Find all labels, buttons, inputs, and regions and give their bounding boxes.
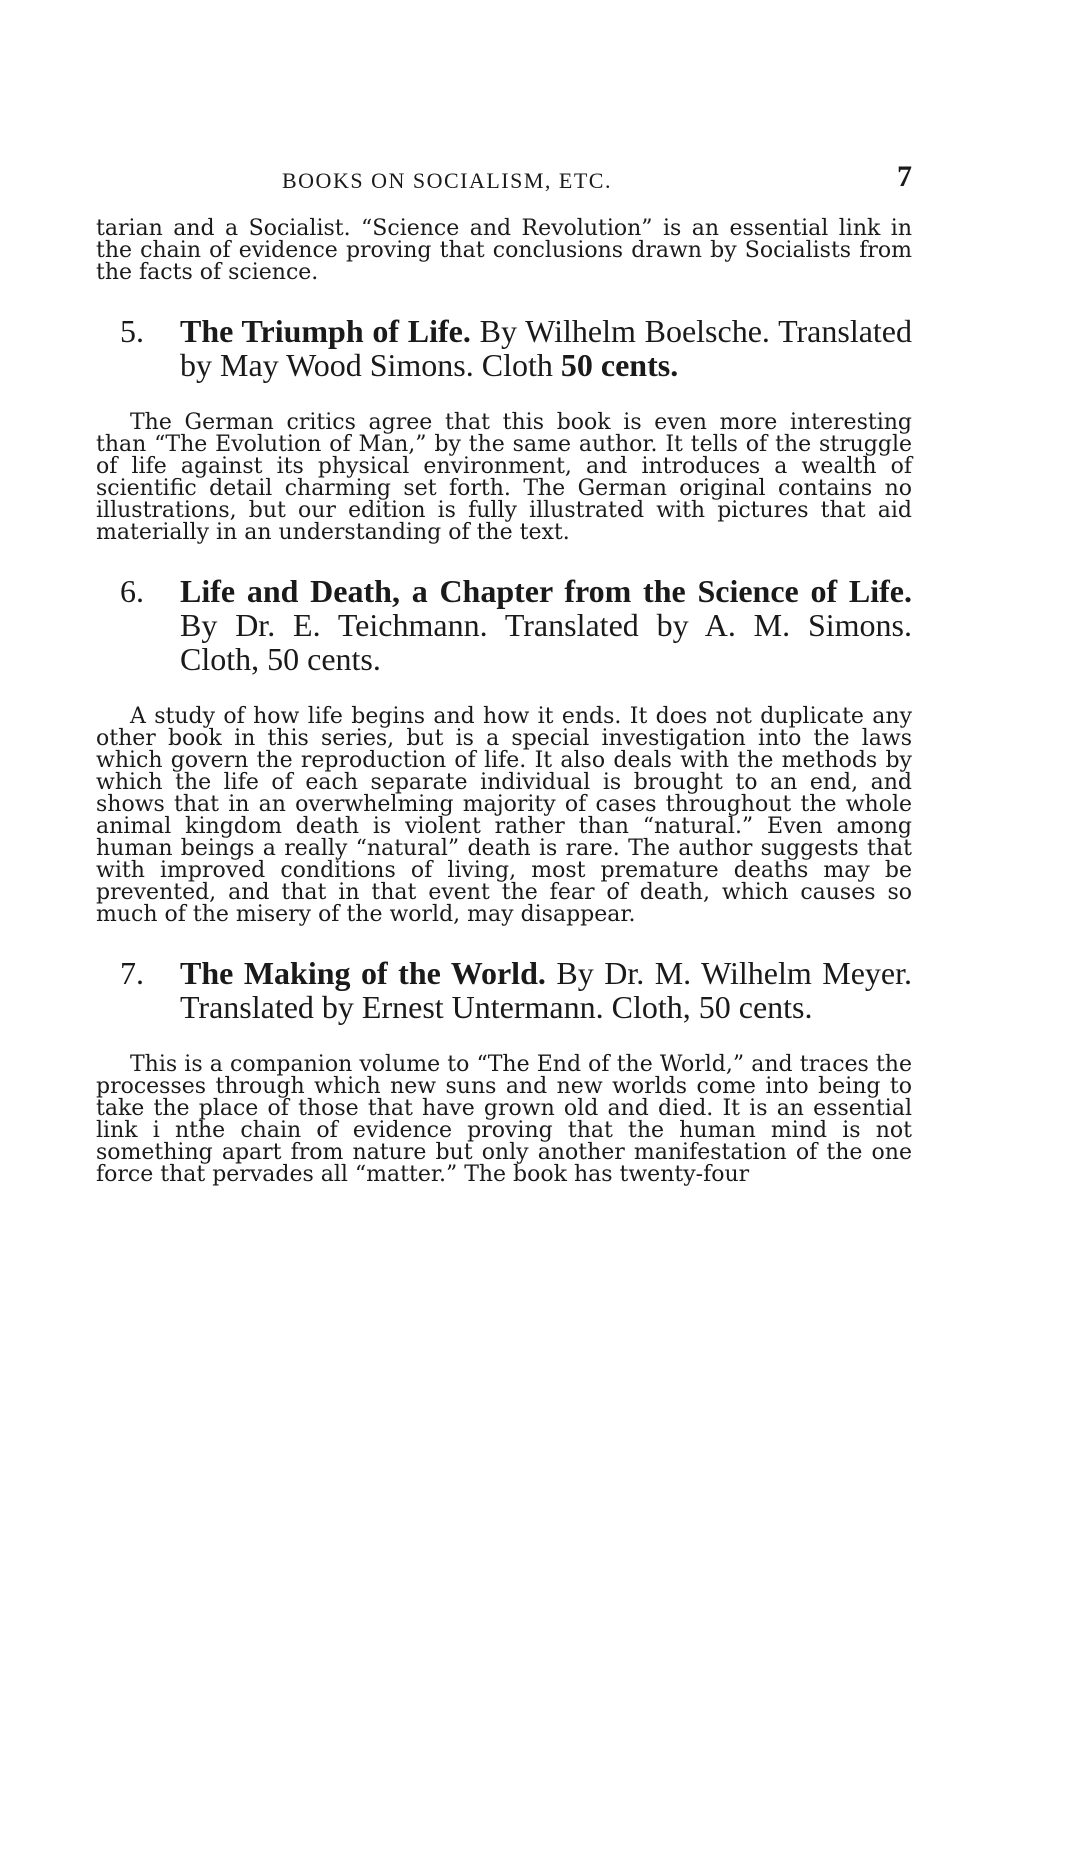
- book-title: Life and Death, a Chapter from the Science of Life.: [180, 573, 912, 609]
- book-page: [96, 160, 912, 1186]
- page-number: 7: [897, 160, 912, 193]
- book-info: By Dr. M. Wilhelm Meyer. Translated by Ernest Untermann. Cloth, 50 cents.: [180, 955, 913, 1025]
- book-title: The Making of the World.: [180, 955, 546, 991]
- book-entry-7: [96, 956, 912, 1186]
- book-price: 50 cents.: [560, 347, 679, 383]
- entry-heading: [96, 956, 912, 1024]
- intro-paragraph: tarian and a Socialist. “Science and Revolution” is an essential link in the chain of evidence proving that conclusions drawn by Socialists from the facts of science.: [96, 216, 912, 285]
- book-info: By Wilhelm Boelsche. Translated by May Wood Simons. Cloth: [180, 313, 913, 383]
- book-description: The German critics agree that this book is even more interesting than “The Evolution of Man,” by the same author. It tells of the struggle of life against its physical environment, and introduces a wealth of scientific detail charming set forth. The German original contains no illustrations, but our edition is fully illustrated with pictures that aid materially in an understanding of the text.: [96, 410, 912, 545]
- running-title: BOOKS ON SOCIALISM, ETC.: [282, 168, 612, 193]
- entry-number: 6.: [120, 573, 144, 609]
- entry-heading: [96, 574, 912, 676]
- entry-heading: [96, 314, 912, 382]
- book-description: A study of how life begins and how it ends. It does not duplicate any other book in this series, but is a special investigation into the laws which govern the reproduction of life. It also deals with the methods by which the life of each separate individual is brought to an end, and shows that in an overwhelming majority of cases throughout the whole animal kingdom death is violent rather than “natural.” Even among human beings a really “natural” death is rare. The author suggests that with improved conditions of living, most premature deaths may be prevented, and that in that event the fear of death, which causes so much of the misery of the world, may disappear.: [96, 704, 912, 927]
- book-description: This is a companion volume to “The End of the World,” and traces the processes through which new suns and new worlds come into being to take the place of those that have grown old and died. It is an essential link i nthe chain of evidence proving that the human mind is not something apart from nature but only another manifestation of the one force that pervades all “matter.” The book has twenty-four: [96, 1052, 912, 1187]
- book-info: By Dr. E. Teichmann. Translated by A. M. Simons. Cloth, 50 cents.: [180, 607, 912, 677]
- book-title: The Triumph of Life.: [180, 313, 471, 349]
- book-entry-5: [96, 314, 912, 544]
- running-head: [96, 160, 912, 200]
- entry-number: 5.: [120, 313, 144, 349]
- entry-number: 7.: [120, 955, 144, 991]
- book-entry-6: [96, 574, 912, 926]
